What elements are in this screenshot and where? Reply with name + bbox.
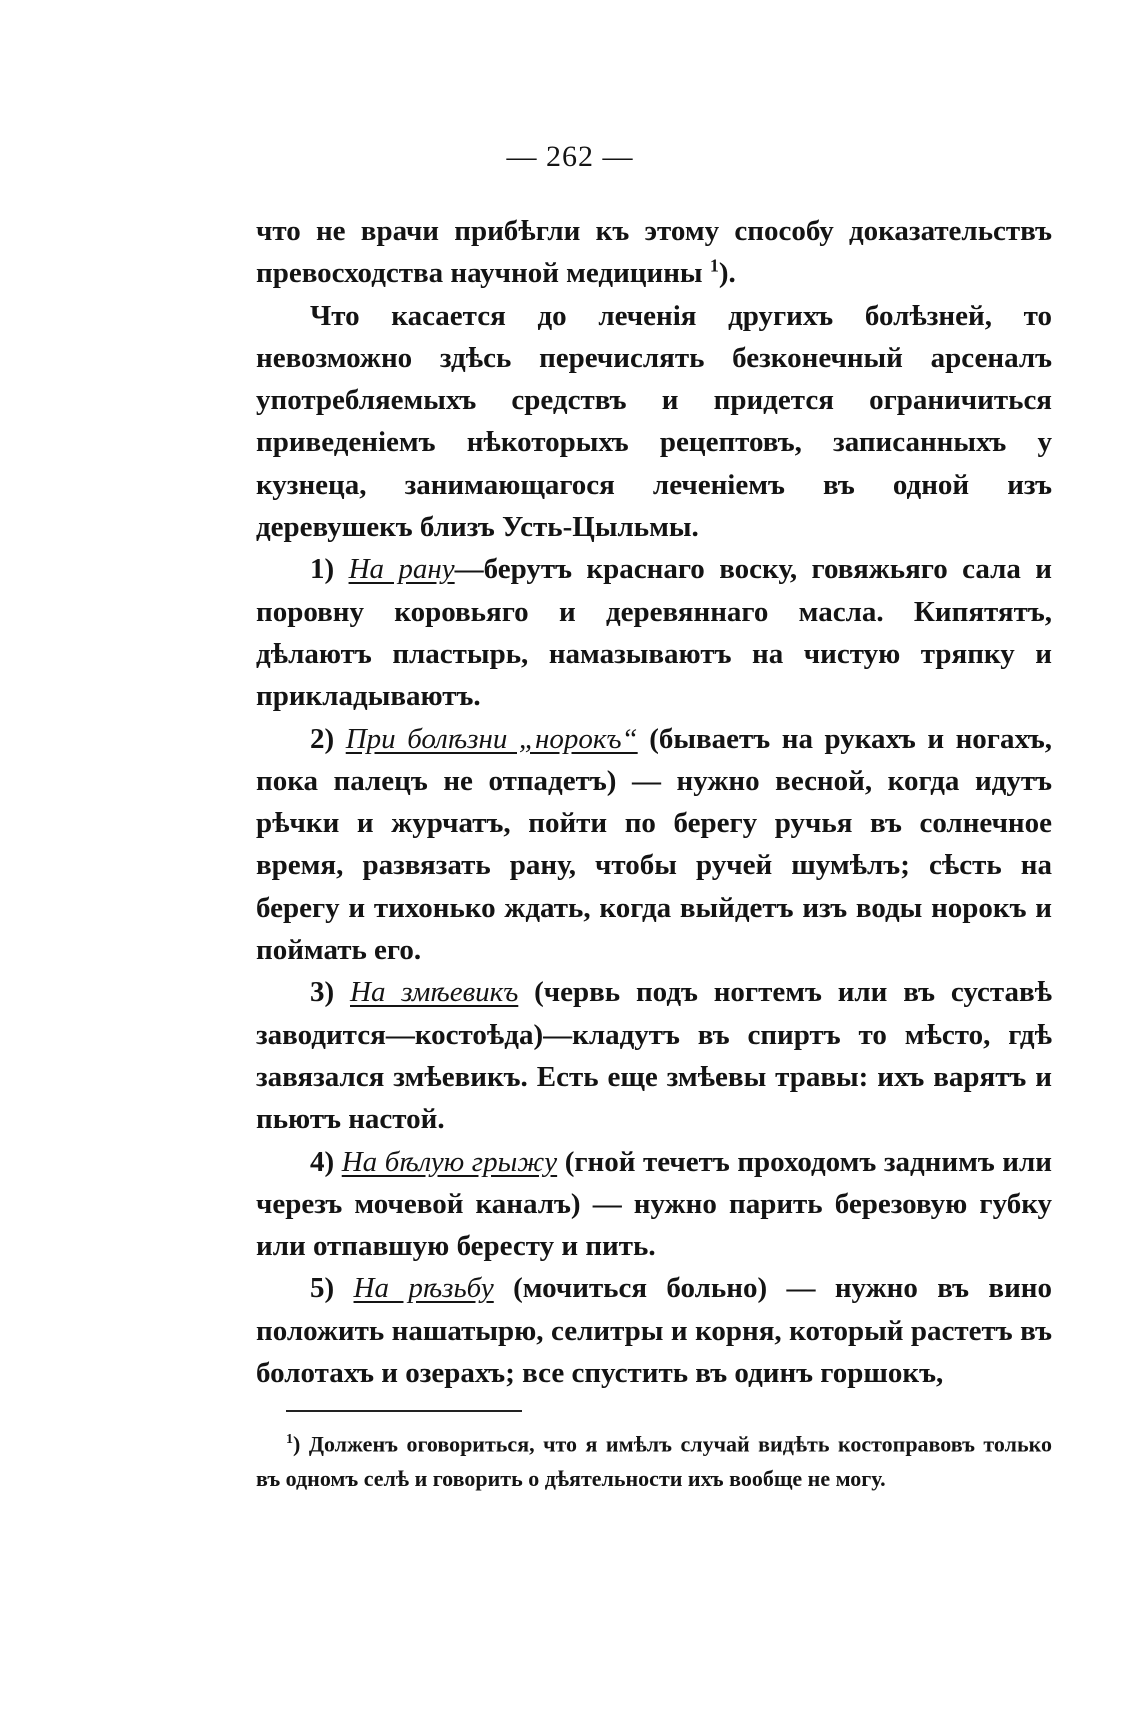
recipe-item (256, 971, 1052, 1140)
item-text: (гной течетъ проходомъ заднимъ или черезъ мочевой каналъ) — нужно парить березовую губку или отпавшую бересту и пить. (256, 1145, 1052, 1263)
item-title: На змѣевикъ (350, 976, 519, 1009)
recipe-item (256, 548, 1052, 717)
item-number: 5) (310, 1272, 335, 1305)
paragraph-text: Что касается до леченія другихъ болѣзней, то невозможно здѣсь перечислять безконечный арсеналъ употребляемыхъ средствъ и придется ограничиться приведеніемъ нѣкоторыхъ рецептовъ, записанныхъ у кузнеца, занимающагося леченіемъ въ одной изъ деревушекъ близъ Усть-Цыльмы. (256, 299, 1052, 544)
footnote-divider (286, 1410, 522, 1412)
footnote-mark: 1 (286, 1432, 293, 1447)
page-number: — 262 — (506, 140, 634, 173)
paragraph (256, 210, 1052, 295)
item-title: На бѣлую грыжу (341, 1145, 558, 1178)
recipe-item (256, 1141, 1052, 1268)
footnote-text: ) Долженъ оговориться, что я имѣлъ случай видѣть костоправовъ только въ одномъ селѣ и говорить о дѣятельности ихъ вообще не могу. (256, 1431, 1052, 1492)
recipe-item (256, 1267, 1052, 1394)
paragraph-text: ). (718, 257, 736, 290)
recipe-item (256, 718, 1052, 972)
paragraph-text: что не врачи прибѣгли къ этому способу доказательствъ превосходства научной медицины (256, 215, 1052, 290)
item-text: —берутъ краснаго воску, говяжьяго сала и поровну коровьяго и деревяннаго масла. Кипятятъ, дѣлаютъ пластырь, намазываютъ на чистую тряпку и прикладываютъ. (256, 553, 1052, 713)
item-title: При болѣзни „норокъ“ (345, 722, 638, 755)
item-title: На рѣзьбу (353, 1272, 494, 1305)
item-number: 3) (310, 976, 335, 1009)
item-number: 2) (310, 722, 335, 755)
footnote-ref: 1 (709, 255, 719, 276)
item-text: (бываетъ на рукахъ и ногахъ, пока палецъ не отпадетъ) — нужно весной, когда идутъ рѣчки и журчатъ, пойти по берегу ручья въ солнечное время, развязать рану, чтобы ручей шумѣлъ; сѣсть на берегу и тихонько ждать, когда выйдетъ изъ воды норокъ и поймать его. (256, 722, 1053, 967)
item-number: 1) (310, 553, 335, 586)
footnote (256, 1422, 1052, 1496)
paragraph (256, 295, 1052, 549)
item-title: На рану (348, 553, 455, 586)
item-text: (мочиться больно) — нужно въ вино положить нашатырю, селитры и корня, который растетъ въ болотахъ и озерахъ; все спустить въ одинъ горшокъ, (256, 1272, 1053, 1390)
body-text (256, 210, 1052, 1394)
item-number: 4) (310, 1145, 335, 1178)
item-text: (червь подъ ногтемъ или въ суставѣ заводится—костоѣда)—кладутъ въ спиртъ то мѣсто, гдѣ завязался змѣевикъ. Есть еще змѣевы травы: ихъ варятъ и пьютъ настой. (256, 976, 1053, 1136)
